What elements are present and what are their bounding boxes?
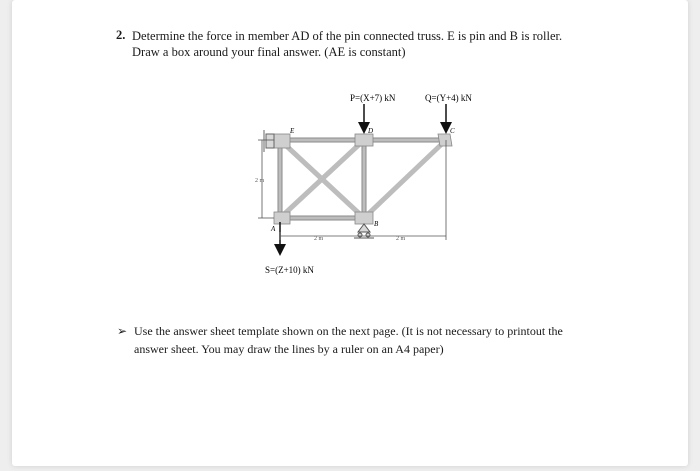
document-page: [12, 0, 688, 466]
truss-diagram: [12, 0, 688, 466]
node-label-a: A: [271, 225, 276, 233]
load-p-label: P=(X+7) kN: [350, 93, 396, 103]
load-q-label: Q=(Y+4) kN: [425, 93, 472, 103]
dim-span-2-label: 2 m: [396, 236, 406, 242]
dim-span-1-label: 2 m: [314, 236, 324, 242]
node-label-c: C: [450, 127, 455, 135]
truss-members: [280, 140, 446, 218]
node-label-e: E: [290, 127, 295, 135]
bullet-arrow-icon: ➢: [117, 324, 128, 338]
member-bc: [364, 140, 446, 218]
note-text-line-2: answer sheet. You may draw the lines by a ruler on an A4 paper): [134, 342, 444, 356]
note-text-line-1: Use the answer sheet template shown on the next page. (It is not necessary to printout the: [134, 324, 563, 338]
gusset-e: [274, 134, 290, 148]
gusset-d: [355, 134, 373, 146]
gusset-b: [355, 212, 373, 224]
dimension-lines: [258, 140, 446, 240]
node-label-d: D: [368, 127, 374, 135]
node-label-b: B: [374, 220, 379, 228]
gusset-a: [274, 212, 290, 224]
pin-support-e: [264, 130, 274, 152]
gusset-c: [438, 134, 452, 146]
question-text-line-2: Draw a box around your final answer. (AE is constant): [132, 45, 406, 59]
question-number: 2.: [116, 28, 126, 42]
dim-height-label: 2 m: [255, 178, 265, 184]
question-text-line-1: Determine the force in member AD of the pin connected truss. E is pin and B is roller.: [132, 29, 563, 43]
load-s-label: S=(Z+10) kN: [265, 265, 314, 275]
